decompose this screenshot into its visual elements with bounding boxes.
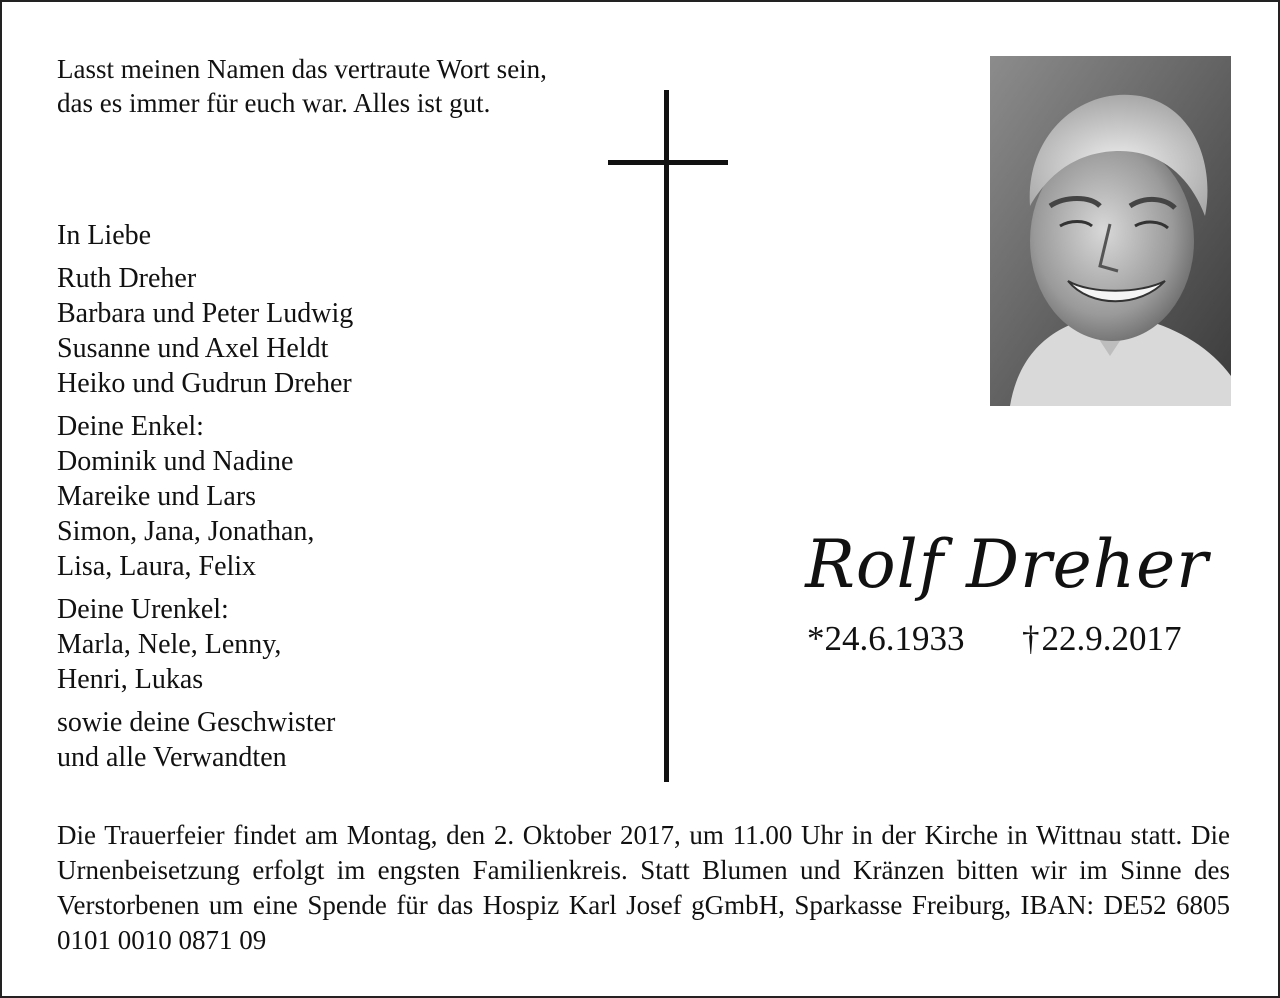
- mourners-intro: In Liebe: [57, 220, 152, 251]
- list-item: Heiko und Gudrun Dreher: [57, 368, 352, 399]
- list-item: Lisa, Laura, Felix: [57, 551, 257, 582]
- death-date-group: [1022, 616, 1182, 662]
- great-grandchildren-group: [57, 592, 617, 697]
- quote-line-1: Lasst meinen Namen das vertraute Wort sein,: [57, 54, 547, 84]
- cross-icon: [664, 90, 669, 782]
- grandchildren-heading: Deine Enkel:: [57, 411, 204, 442]
- cross-icon-beam: [608, 160, 728, 165]
- portrait-photo: [990, 56, 1231, 406]
- list-item: Susanne und Axel Heldt: [57, 333, 329, 364]
- dagger-icon: †: [1022, 619, 1040, 658]
- list-item: und alle Verwandten: [57, 742, 287, 773]
- mourners-list: [57, 218, 617, 783]
- others-group: [57, 705, 617, 775]
- grandchildren-group: [57, 409, 617, 584]
- death-date: 22.9.2017: [1041, 619, 1182, 658]
- birth-date: *24.6.1933: [807, 619, 965, 658]
- list-item: Barbara und Peter Ludwig: [57, 298, 354, 329]
- deceased-name: Rolf Dreher: [805, 526, 1209, 603]
- children-group: [57, 261, 617, 401]
- quote-line-2: das es immer für euch war. Alles ist gut.: [57, 88, 491, 118]
- ceremony-details: Die Trauerfeier findet am Montag, den 2. Oktober 2017, um 11.00 Uhr in der Kirche in Wittnau statt. Die Urnenbeisetzung erfolgt im engsten Familienkreis. Statt Blumen und Kränzen bitten wir im Sinne des Verstorbenen um eine Spende für das Hospiz Karl Josef gGmbH, Sparkasse Freiburg, IBAN: DE52 6805 0101 0010 0871 09: [57, 820, 1230, 955]
- list-item: Marla, Nele, Lenny,: [57, 629, 282, 660]
- list-item: Dominik und Nadine: [57, 446, 294, 477]
- list-item: Henri, Lukas: [57, 664, 204, 695]
- list-item: Ruth Dreher: [57, 263, 197, 294]
- great-grandchildren-heading: Deine Urenkel:: [57, 594, 229, 625]
- portrait-image: [990, 56, 1231, 406]
- list-item: Mareike und Lars: [57, 481, 257, 512]
- memorial-quote: [57, 52, 617, 120]
- list-item: Simon, Jana, Jonathan,: [57, 516, 315, 547]
- list-item: sowie deine Geschwister: [57, 707, 336, 738]
- mourners-intro-group: [57, 218, 617, 253]
